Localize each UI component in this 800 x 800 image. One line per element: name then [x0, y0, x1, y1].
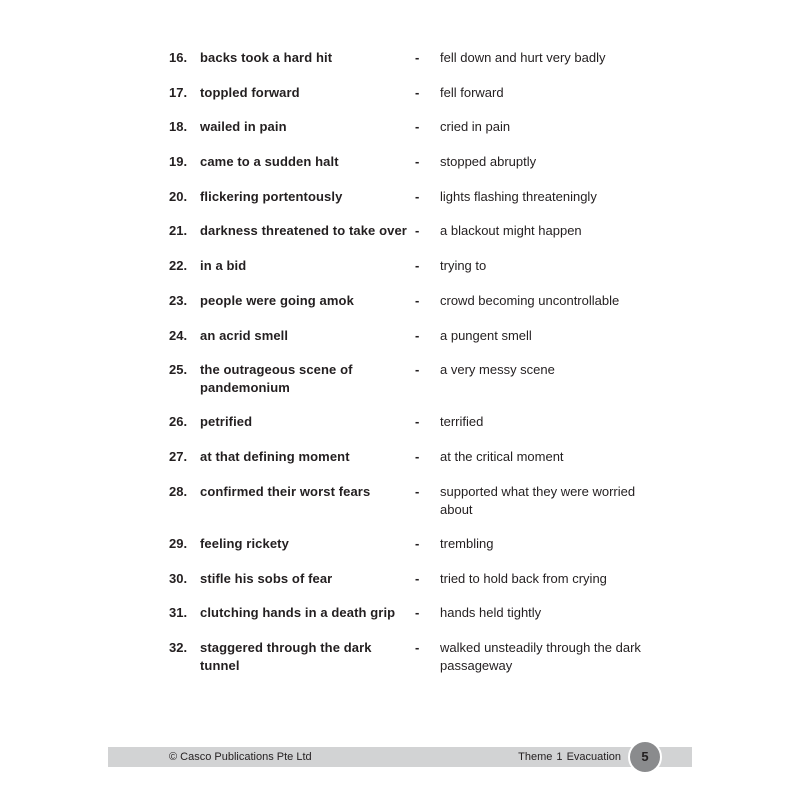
entry-dash: - — [415, 223, 420, 238]
entry-number: 29. — [169, 536, 188, 551]
entry-dash: - — [415, 85, 420, 100]
entry-phrase: confirmed their worst fears — [200, 484, 371, 499]
entry-meaning: crowd becoming uncontrollable — [440, 293, 620, 308]
entry-meaning: stopped abruptly — [440, 154, 537, 169]
entry-number: 24. — [169, 328, 188, 343]
entry-meaning: supported what they were worried about — [440, 484, 636, 517]
entry-meaning: tried to hold back from crying — [440, 571, 607, 586]
entry-dash: - — [415, 258, 420, 273]
footer-bar — [108, 747, 692, 767]
entry-dash: - — [415, 154, 420, 169]
entry-number: 18. — [169, 119, 188, 134]
entry-meaning: at the critical moment — [440, 449, 564, 464]
entry-meaning: terrified — [440, 414, 484, 429]
entry-number: 16. — [169, 50, 188, 65]
entry-meaning: hands held tightly — [440, 605, 542, 620]
entry-phrase: clutching hands in a death grip — [200, 605, 396, 620]
entry-dash: - — [415, 328, 420, 343]
entry-meaning: trembling — [440, 536, 494, 551]
entry-phrase: toppled forward — [200, 85, 300, 100]
entry-phrase: came to a sudden halt — [200, 154, 339, 169]
entry-phrase: backs took a hard hit — [200, 50, 333, 65]
entry-meaning: lights flashing threateningly — [440, 189, 597, 204]
entry-phrase: darkness threatened to take over — [200, 223, 407, 238]
entry-dash: - — [415, 293, 420, 308]
entry-meaning: a very messy scene — [440, 362, 555, 377]
entry-meaning: walked unsteadily through the dark passageway — [440, 640, 641, 673]
entry-meaning: fell forward — [440, 85, 504, 100]
theme-label: Theme 1 Evacuation — [518, 751, 621, 763]
entry-dash: - — [415, 119, 420, 134]
entry-phrase: in a bid — [200, 258, 247, 273]
entry-number: 17. — [169, 85, 188, 100]
entry-meaning: fell down and hurt very badly — [440, 50, 606, 65]
entry-meaning: trying to — [440, 258, 487, 273]
entry-number: 19. — [169, 154, 188, 169]
page-number: 5 — [641, 749, 649, 764]
entry-dash: - — [415, 449, 420, 464]
entry-dash: - — [415, 50, 420, 65]
entry-number: 20. — [169, 189, 188, 204]
entry-phrase: flickering portentously — [200, 189, 343, 204]
page-number-badge — [628, 740, 662, 774]
entry-phrase: at that defining moment — [200, 449, 350, 464]
entry-number: 26. — [169, 414, 188, 429]
copyright-text: © Casco Publications Pte Ltd — [169, 751, 312, 763]
entry-phrase: people were going amok — [200, 293, 354, 308]
entry-number: 31. — [169, 605, 188, 620]
entry-meaning: a pungent smell — [440, 328, 532, 343]
entry-phrase: petrified — [200, 414, 253, 429]
entry-number: 30. — [169, 571, 188, 586]
entry-phrase: the outrageous scene of pandemonium — [200, 362, 353, 395]
entry-meaning: a blackout might happen — [440, 223, 582, 238]
entry-number: 27. — [169, 449, 188, 464]
entry-dash: - — [415, 536, 420, 551]
entry-number: 25. — [169, 362, 188, 377]
entry-number: 23. — [169, 293, 188, 308]
entry-phrase: staggered through the dark tunnel — [200, 640, 372, 673]
entry-number: 32. — [169, 640, 188, 655]
entry-phrase: feeling rickety — [200, 536, 289, 551]
entry-dash: - — [415, 362, 420, 377]
entry-dash: - — [415, 484, 420, 499]
entry-meaning: cried in pain — [440, 119, 511, 134]
entry-dash: - — [415, 605, 420, 620]
entry-dash: - — [415, 571, 420, 586]
entry-dash: - — [415, 414, 420, 429]
entry-number: 22. — [169, 258, 188, 273]
entry-dash: - — [415, 640, 420, 655]
entry-number: 28. — [169, 484, 188, 499]
entry-phrase: an acrid smell — [200, 328, 289, 343]
entry-phrase: stifle his sobs of fear — [200, 571, 333, 586]
entry-dash: - — [415, 189, 420, 204]
entry-number: 21. — [169, 223, 188, 238]
entry-phrase: wailed in pain — [200, 119, 287, 134]
